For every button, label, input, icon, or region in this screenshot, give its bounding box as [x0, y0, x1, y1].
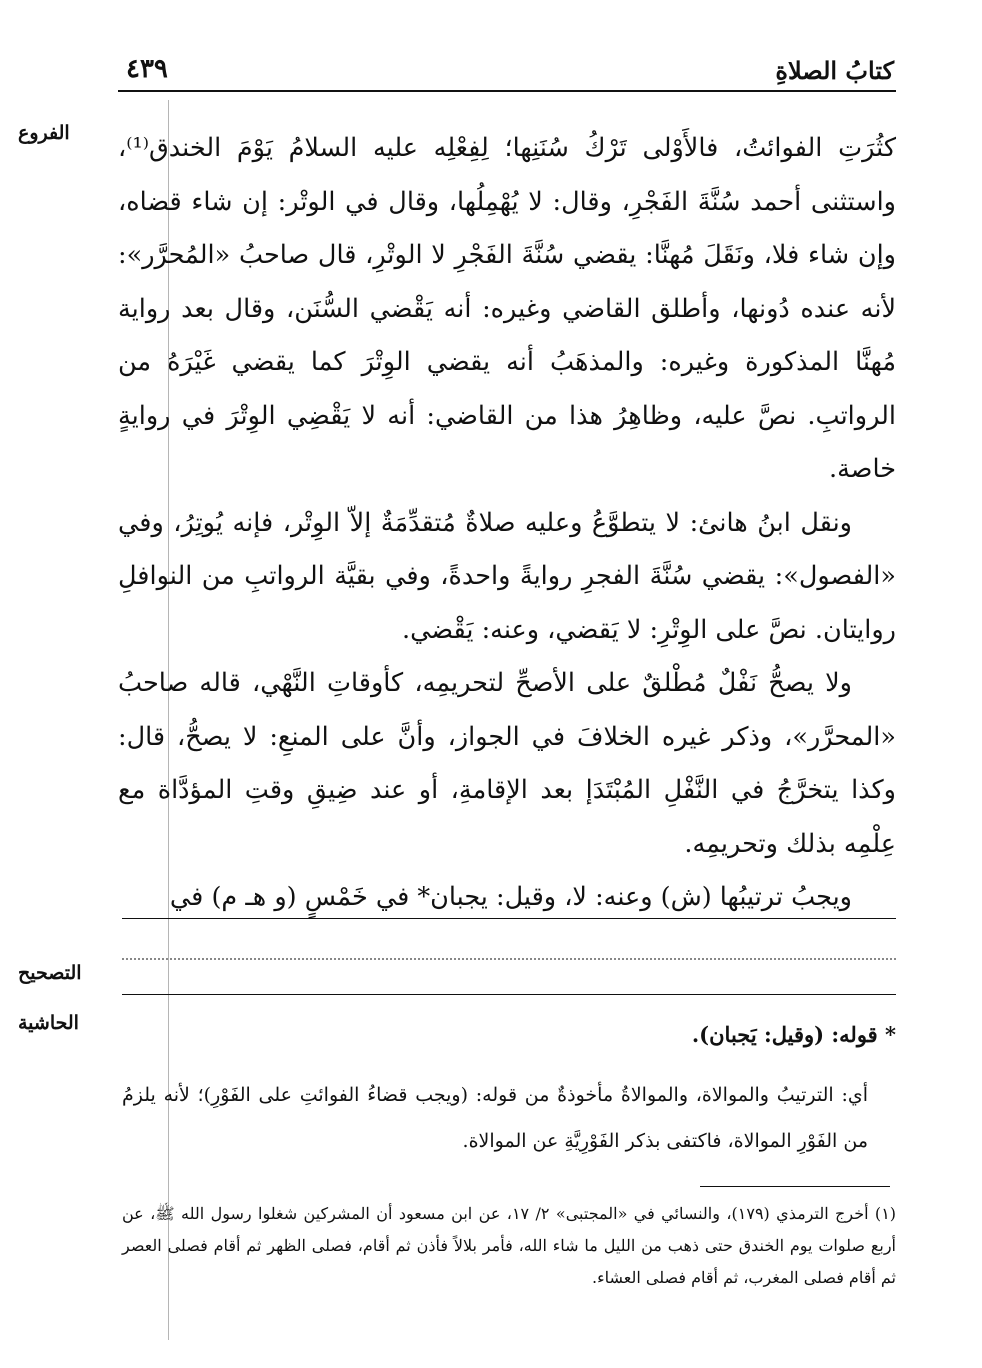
- paragraph-4: ويجبُ ترتيبُها (ش) وعنه: لا، وقيل: يجبان* في خَمْسٍ (و هـ م) في: [169, 882, 852, 912]
- paragraph-3: ولا يصحُّ نَفْلٌ مُطْلقٌ على الأصحِّ لتحريمِه، كأوقاتِ النَّهْي، قاله صاحبُ «المحرَّر»، وذكر غيره الخلافَ في الجواز، وأنَّ على المنعِ: لا يصحُّ، قال: وكذا يتخرَّجُ في النَّفْلِ المُبْتَدَإ بعد الإقامةِ، أو عند ضِيقِ وقتِ المؤدَّاة مع عِلْمِه بذلك وتحريمِه.: [118, 668, 896, 859]
- footnote: (١) أخرج الترمذي (١٧٩)، والنسائي في «المجتبى» ٢/ ١٧، عن ابن مسعود أن المشركين شغلوا رسول الله ﷺ، عن أربع صلوات يوم الخندق حتى ذهب من الليل ما شاء الله، فأمر بلالاً فأذن ثم أقام، فصلى الظهر ثم أقام فصلى العصر ثم أقام فصلى المغرب، ثم أقام فصلى العشاء.: [122, 1204, 897, 1287]
- side-label-furu: الفروع: [18, 122, 70, 144]
- tashih-dotted-line: [122, 958, 896, 960]
- main-text: [118, 122, 896, 925]
- paragraph-2: ونقل ابنُ هانئ: لا يتطوَّعُ وعليه صلاةٌ مُتقدِّمَةٌ إلاّ الوِتْر، فإنه يُوتِرُ، وفي «الفصول»: يقضي سُنَّةَ الفجرِ روايةً واحدةً، وفي بقيَّة الرواتبِ من النوافلِ روايتان. نصَّ على الوِتْرِ: لا يَقضي، وعنه: يَقْضي.: [118, 507, 896, 645]
- side-label-hashia: الحاشية: [18, 1012, 79, 1034]
- chapter-title: كتابُ الصلاةِ: [775, 56, 894, 85]
- paragraph-1: كثُرَتِ الفوائتُ، فالأَوْلى تَرْكُ سُنَنِها؛ لِفِعْلِه عليه السلامُ يَوْمَ الخندق⁽¹⁾، واستثنى أحمد سُنَّةَ الفَجْرِ، وقال: لا يُهْمِلُها، وقال في الوتْر: إن شاء قضاه، وإن شاء فلا، ونَقَلَ مُهنَّا: يقضي سُنَّةَ الفَجْرِ لا الوتْرِ، قال صاحبُ «المُحرَّر»: لأنه عنده دُونها، وأطلق القاضي وغيره: أنه يَقْضي السُّنَن، وقال بعد رواية مُهنَّا المذكورة وغيره: والمذهَبُ أنه يقضي الوِتْرَ كما يقضي غَيْرَهُ من الرواتبِ. نصَّ عليه، وظاهِرُ هذا من القاضي: أنه لا يَقْضِي الوِتْرَ في روايةٍ خاصة.: [118, 133, 896, 484]
- hashia-heading: * قوله: (وقيل: يَجبان).: [691, 1022, 896, 1047]
- running-header: [118, 50, 896, 92]
- side-label-tashih: التصحيح: [18, 962, 82, 984]
- section-rule-top: [122, 918, 896, 919]
- footnote-rule: [700, 1186, 890, 1187]
- section-rule-bottom: [122, 994, 896, 995]
- hashia-body: أي: الترتيبُ والموالاة، والموالاةُ مأخوذةٌ من قوله: (ويجب قضاءُ الفوائتِ على الفَوْرِ)؛ لأنه يلزمُ من الفَوْرِ الموالاة، فاكتفى بذكر الفَوْرِيَّةِ عن الموالاة.: [122, 1084, 868, 1152]
- page-number: ٤٣٩: [126, 54, 168, 84]
